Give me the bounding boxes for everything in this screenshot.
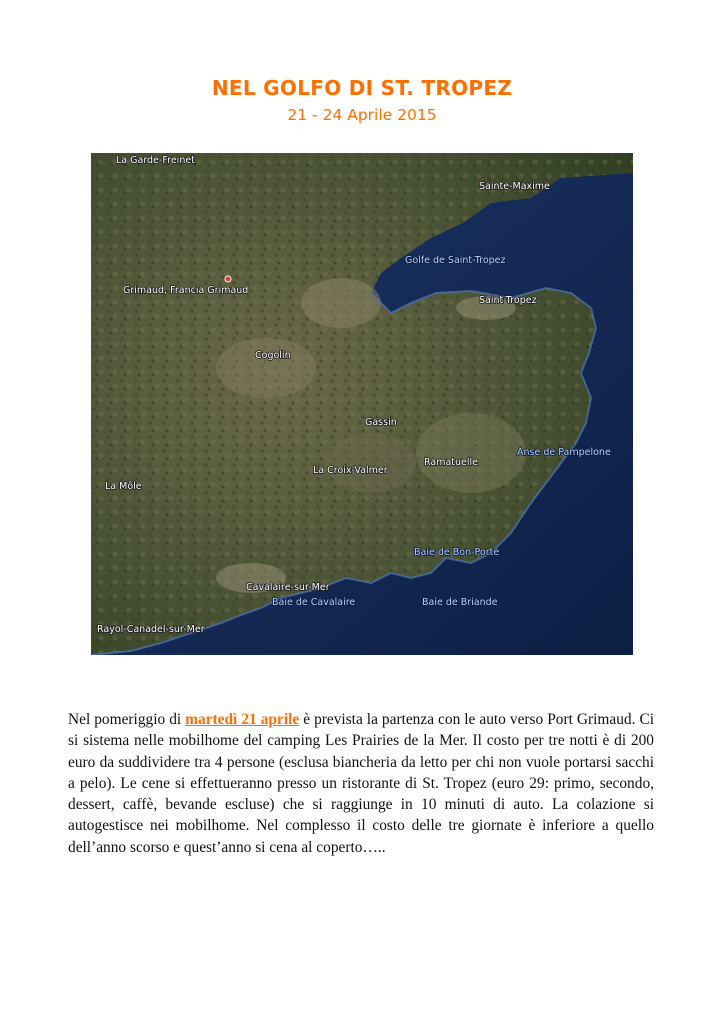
map-label: La Garde-Freinet [116, 155, 195, 166]
page-subtitle-dates: 21 - 24 Aprile 2015 [287, 106, 437, 124]
map-label: Sainte-Maxime [479, 181, 550, 192]
paragraph-intro: Nel pomeriggio di [68, 711, 186, 728]
map-label: La Môle [105, 481, 142, 492]
map-label: Saint-Tropez [479, 295, 537, 306]
plain-patch [216, 338, 316, 398]
plain-patch [326, 433, 416, 493]
map-label: Grimaud, Francia Grimaud [123, 285, 249, 296]
map-label: Anse de Pampelone [517, 447, 611, 458]
map-label: La Croix-Valmer [313, 465, 388, 476]
map-label: Ramatuelle [424, 457, 479, 468]
satellite-map-image [91, 153, 633, 655]
body-paragraph [68, 709, 654, 858]
paragraph-rest: è prevista la partenza con le auto verso Port Grimaud. Ci si sistema nelle mobilhome del camping Les Prairies de la Mer. Il costo per tre notti è di 200 euro da suddividere tra 4 persone (esclusa biancheria da letto per chi non vuole portarsi sacchi a pelo). Le cene si effettueranno presso un ristorante di St. Tropez (euro 29: primo, secondo, dessert, caffè, bevande escluse) che si raggiunge in 10 minuti di auto. La colazione si autogestisce nei mobilhome. Nel complesso il costo delle tre giornate è inferiore a quello dell’anno scorso e quest’anno si cena al coperto….. [68, 711, 655, 856]
map-label: Cavalaire-sur-Mer [246, 582, 330, 593]
map-label: Gassin [365, 417, 397, 428]
location-pin-icon [225, 276, 231, 282]
map-label: Cogolin [255, 350, 291, 361]
map-label: Baie de Cavalaire [272, 597, 356, 608]
map-label: Baie de Bon-Porte [414, 547, 500, 558]
map-label: Rayol-Canadel-sur-Mer [97, 624, 205, 635]
plain-patch [301, 278, 381, 328]
plain-patch [416, 413, 526, 493]
map-label: Golfe de Saint-Tropez [405, 255, 506, 266]
map-label: Baie de Briande [422, 597, 498, 608]
date-link[interactable]: martedì 21 aprile [185, 711, 300, 728]
page-title: NEL GOLFO DI ST. TROPEZ [211, 76, 513, 100]
